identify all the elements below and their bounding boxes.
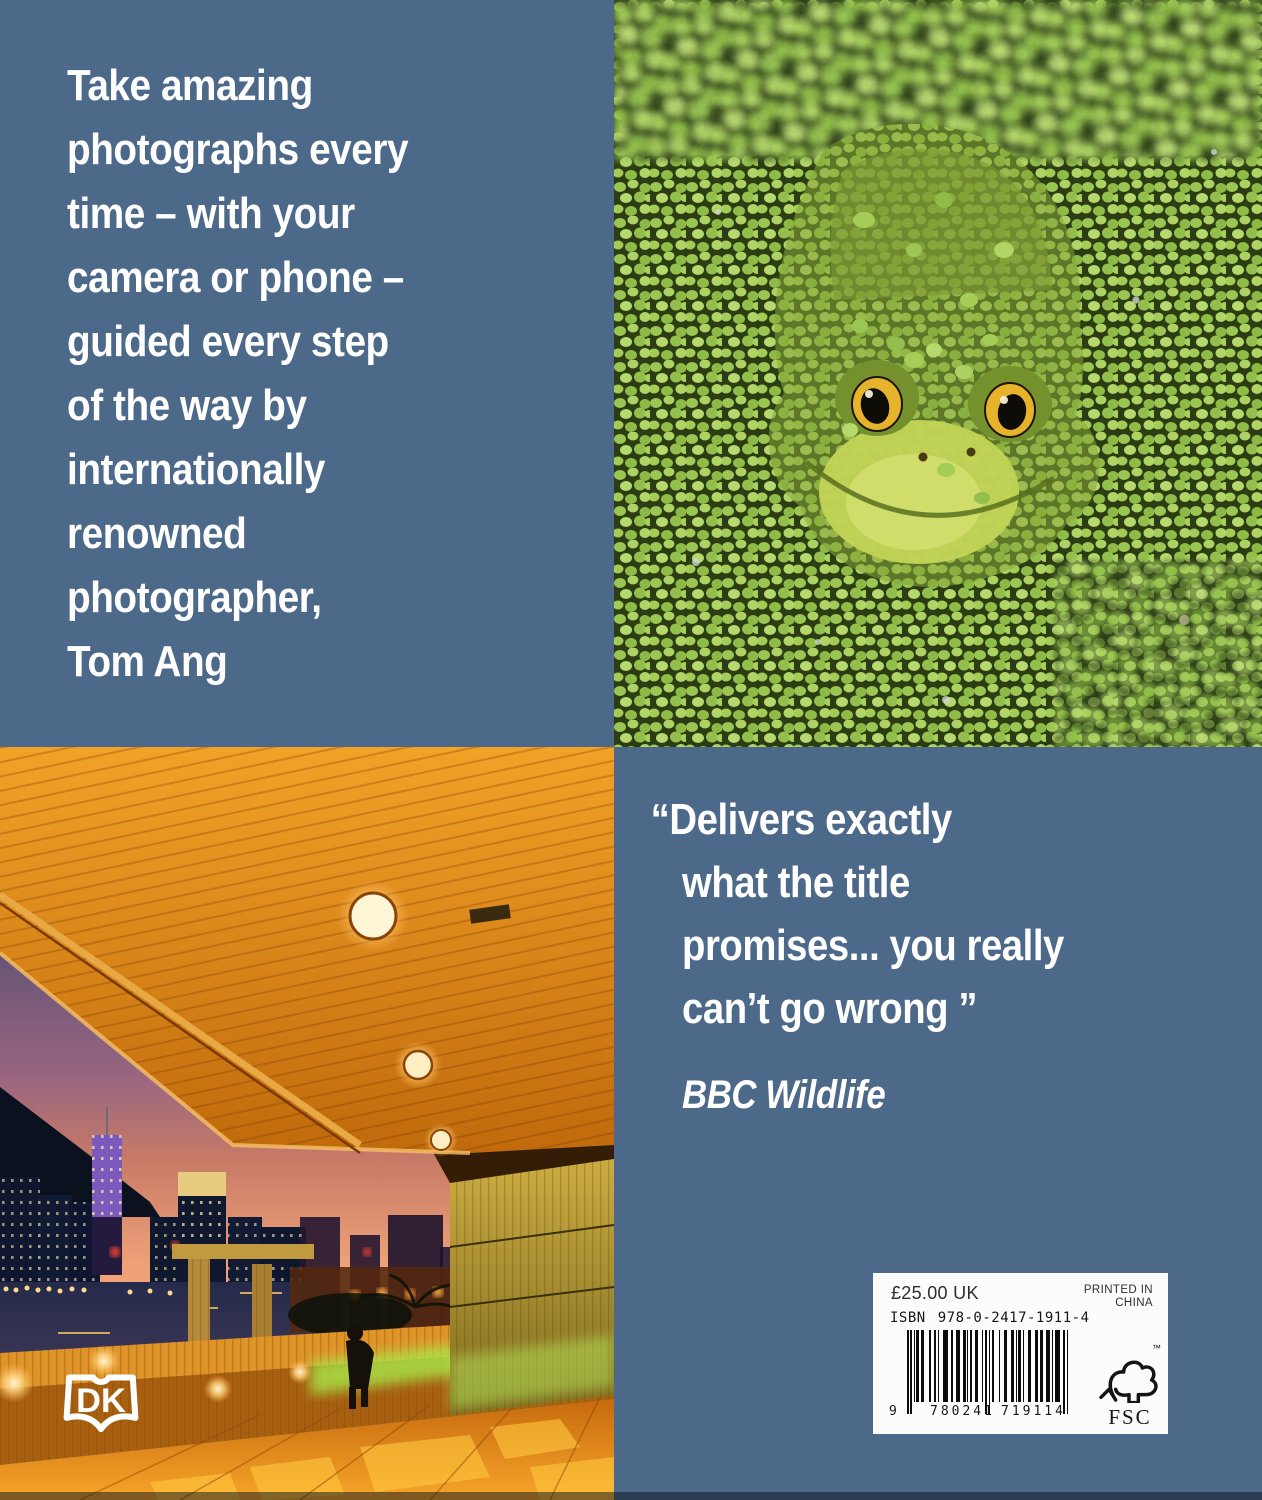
blurb-line: internationally [67, 445, 326, 494]
price: £25.00 UK [891, 1283, 979, 1303]
dk-logo [58, 1366, 144, 1444]
quote-line: promises... you really [682, 921, 1064, 970]
fsc-tree-icon [1097, 1349, 1161, 1403]
printed-in [1084, 1284, 1153, 1310]
fsc-trademark: ™ [1152, 1343, 1161, 1353]
quote-line: can’t go wrong ” [682, 984, 978, 1033]
blurb-line: Tom Ang [67, 637, 228, 686]
blurb-line: time – with your [67, 189, 355, 238]
frog-photo-art [614, 0, 1262, 747]
blurb-line: of the way by [67, 381, 307, 430]
review-quote [650, 788, 1064, 1127]
fsc-label: FSC [1108, 1405, 1152, 1429]
printed-in-line: CHINA [1115, 1297, 1153, 1309]
blurb-line: Take amazing [67, 61, 313, 110]
barcode-digit-leading: 9 [889, 1404, 897, 1419]
isbn-label: ISBN [890, 1310, 926, 1326]
barcode-digits-left: 780241 [930, 1404, 995, 1419]
cover-blurb [67, 54, 408, 694]
page-bottom-edge [0, 1492, 1262, 1500]
quote-line: what the title [682, 858, 910, 907]
quote-line: “Delivers exactly [650, 795, 952, 844]
blurb-line: guided every step [67, 317, 389, 366]
printed-in-line: PRINTED IN [1083, 1284, 1153, 1296]
isbn-number: 978-0-2417-1911-4 [937, 1310, 1090, 1326]
blurb-line: camera or phone – [67, 253, 404, 302]
dk-logo-text: DK [76, 1381, 126, 1420]
price-isbn-box [873, 1273, 1168, 1434]
blurb-line: photographs every [67, 125, 409, 174]
blurb-line: photographer, [67, 573, 322, 622]
fsc-logo [1097, 1343, 1163, 1429]
frog-in-duckweed-photo [614, 0, 1262, 747]
barcode-digits-right: 719114 [1001, 1404, 1066, 1419]
quote-attribution: BBC Wildlife [682, 1073, 886, 1117]
blurb-line: renowned [67, 509, 247, 558]
isbn-line [890, 1310, 1090, 1326]
dk-open-book-icon [58, 1366, 144, 1444]
